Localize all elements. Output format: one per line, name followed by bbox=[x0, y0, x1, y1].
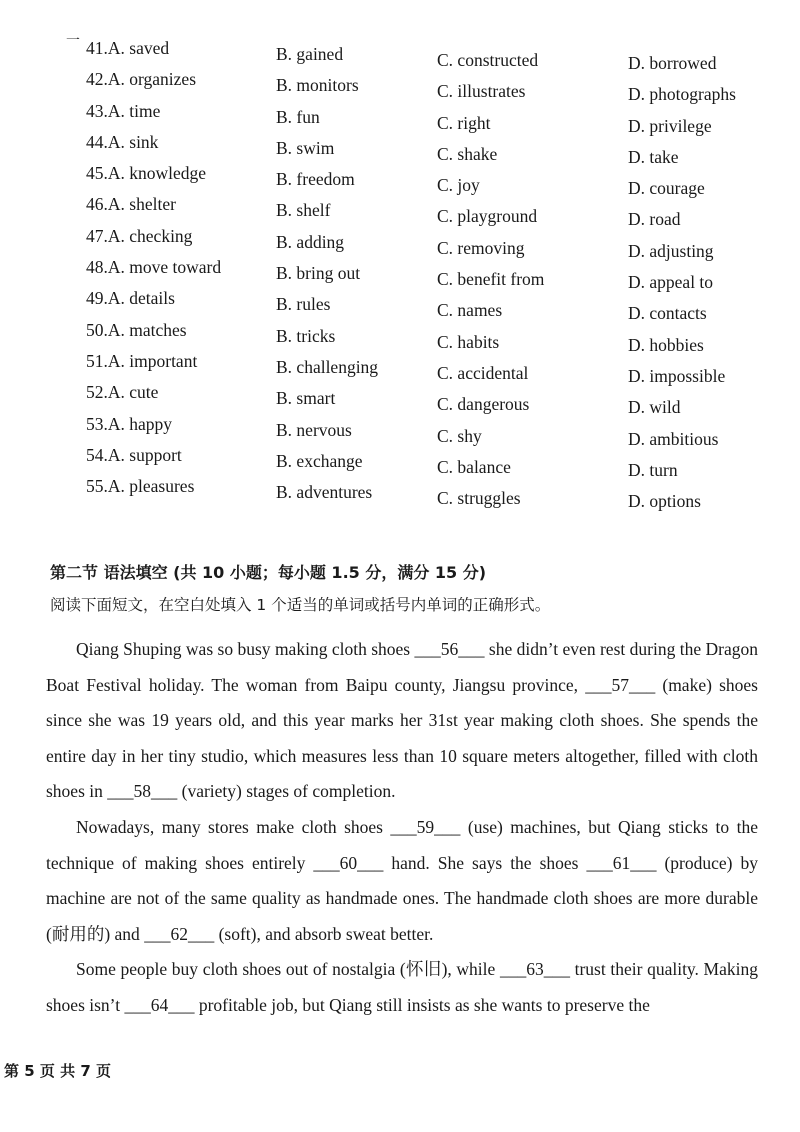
question-number: 48. bbox=[86, 257, 108, 278]
option-a bbox=[86, 257, 221, 278]
option-c: C. shy bbox=[437, 425, 482, 446]
option-d: D. hobbies bbox=[628, 334, 704, 355]
option-row bbox=[0, 350, 800, 386]
option-c: C. illustrates bbox=[437, 81, 526, 102]
option-text: A. sink bbox=[107, 131, 159, 152]
option-a bbox=[86, 382, 158, 403]
option-d: D. options bbox=[628, 491, 701, 512]
passage-text: (make) shoes since she was 19 years old, and this year marks her 31st year making cloth shoes. She spends the entire day in her tiny studio, which measures less than 10 square meters altogether, filled with cloth shoes in bbox=[46, 674, 758, 802]
option-text: A. details bbox=[107, 288, 175, 309]
passage-text: hand. She says the shoes bbox=[383, 852, 587, 873]
option-text: A. pleasures bbox=[107, 476, 195, 497]
section-instruction: 阅读下面短文，在空白处填入 1 个适当的单词或括号内单词的正确形式。 bbox=[50, 596, 551, 614]
option-row bbox=[0, 444, 800, 480]
option-a bbox=[86, 132, 158, 153]
option-row bbox=[0, 163, 800, 199]
question-number: 43. bbox=[86, 100, 108, 121]
passage-paragraph-1 bbox=[46, 632, 758, 810]
option-row bbox=[0, 100, 800, 136]
option-c: C. balance bbox=[437, 456, 511, 477]
option-c: C. constructed bbox=[437, 50, 539, 70]
blank-64: ___64___ bbox=[124, 994, 195, 1015]
option-text: A. cute bbox=[107, 382, 159, 403]
passage-text: (variety) stages of completion. bbox=[177, 781, 396, 802]
question-number: 42. bbox=[86, 69, 108, 90]
option-b: B. adding bbox=[276, 231, 345, 252]
option-d: D. turn bbox=[628, 459, 678, 480]
option-b: B. adventures bbox=[276, 482, 373, 503]
option-b: B. smart bbox=[276, 388, 336, 409]
option-text: A. shelter bbox=[107, 194, 176, 215]
option-d: D. courage bbox=[628, 178, 705, 199]
section-title: 第二节 语法填空 (共 10 小题；每小题 1.5 分，满分 15 分) bbox=[50, 563, 487, 582]
option-b: B. freedom bbox=[276, 169, 355, 190]
option-c: C. dangerous bbox=[437, 394, 530, 415]
blank-56: ___56___ bbox=[414, 639, 485, 659]
option-d: D. impossible bbox=[628, 365, 726, 386]
question-number: 53. bbox=[86, 413, 108, 434]
blank-59: ___59___ bbox=[390, 816, 461, 837]
option-text: A. time bbox=[107, 100, 161, 121]
option-b: B. tricks bbox=[276, 325, 336, 346]
option-text: A. organizes bbox=[107, 69, 196, 90]
passage bbox=[46, 632, 758, 1024]
blank-57: ___57___ bbox=[585, 674, 656, 695]
option-a bbox=[86, 69, 196, 90]
option-a bbox=[86, 476, 194, 497]
option-table bbox=[0, 38, 800, 512]
option-a bbox=[86, 414, 172, 435]
option-d: D. photographs bbox=[628, 84, 736, 105]
option-text: A. saved bbox=[107, 38, 170, 58]
option-c: C. habits bbox=[437, 331, 500, 352]
blank-63: ___63___ bbox=[499, 959, 570, 980]
option-d: D. adjusting bbox=[628, 240, 714, 261]
option-a bbox=[86, 163, 206, 184]
option-a bbox=[86, 226, 192, 247]
passage-text: (soft), and absorb sweat better. bbox=[214, 923, 434, 944]
option-b: B. rules bbox=[276, 294, 331, 315]
option-d: D. ambitious bbox=[628, 428, 719, 449]
option-row bbox=[0, 225, 800, 261]
option-b: B. swim bbox=[276, 137, 335, 158]
option-c: C. removing bbox=[437, 237, 525, 258]
passage-text: profitable job, but Qiang still insists as she wants to preserve the bbox=[194, 994, 650, 1015]
option-a bbox=[86, 194, 176, 215]
option-text: A. happy bbox=[107, 413, 173, 434]
option-c: C. benefit from bbox=[437, 269, 545, 290]
question-number: 54. bbox=[86, 444, 108, 465]
question-number: 46. bbox=[86, 194, 108, 215]
question-number: 45. bbox=[86, 163, 108, 184]
question-number: 47. bbox=[86, 225, 108, 246]
option-c: C. names bbox=[437, 300, 503, 321]
option-d: D. appeal to bbox=[628, 272, 714, 293]
option-b: B. bring out bbox=[276, 263, 361, 284]
question-number: 49. bbox=[86, 288, 108, 309]
question-number: 51. bbox=[86, 350, 108, 371]
option-text: A. move toward bbox=[107, 257, 222, 278]
option-c: C. shake bbox=[437, 143, 498, 164]
option-a bbox=[86, 445, 182, 466]
option-row bbox=[0, 319, 800, 355]
blank-60: ___60___ bbox=[313, 852, 384, 873]
option-d: D. take bbox=[628, 146, 679, 167]
option-a bbox=[86, 38, 169, 59]
option-b: B. challenging bbox=[276, 356, 379, 377]
option-d: D. contacts bbox=[628, 303, 707, 324]
option-row bbox=[0, 382, 800, 418]
page-footer: 第 5 页 共 7 页 bbox=[4, 1062, 111, 1080]
option-c: C. struggles bbox=[437, 488, 521, 509]
option-d: D. borrowed bbox=[628, 53, 717, 73]
option-text: A. matches bbox=[107, 319, 187, 340]
option-b: B. fun bbox=[276, 106, 320, 127]
option-text: A. support bbox=[107, 444, 182, 465]
option-b: B. exchange bbox=[276, 450, 363, 471]
option-row bbox=[0, 257, 800, 293]
question-number: 55. bbox=[86, 476, 108, 497]
option-row bbox=[0, 131, 800, 167]
option-d: D. privilege bbox=[628, 115, 712, 136]
question-number: 44. bbox=[86, 131, 108, 152]
passage-text: trust their quality. Making shoes isn’t bbox=[46, 959, 759, 1015]
option-d: D. road bbox=[628, 209, 681, 230]
option-b: B. shelf bbox=[276, 200, 331, 221]
option-a bbox=[86, 320, 187, 341]
option-text: A. checking bbox=[107, 225, 193, 246]
option-a bbox=[86, 101, 160, 122]
option-row bbox=[0, 38, 800, 73]
blank-61: ___61___ bbox=[586, 852, 657, 873]
question-number: 41. bbox=[86, 38, 108, 58]
option-row bbox=[0, 288, 800, 324]
passage-text: Some people buy cloth shoes out of nostalgia (怀旧), while bbox=[76, 959, 500, 980]
question-number: 52. bbox=[86, 382, 108, 403]
option-text: A. important bbox=[107, 350, 198, 371]
option-row bbox=[0, 194, 800, 230]
option-c: C. accidental bbox=[437, 362, 529, 383]
option-b: B. nervous bbox=[276, 419, 352, 440]
question-number: 50. bbox=[86, 319, 108, 340]
option-c: C. joy bbox=[437, 175, 480, 196]
option-c: C. playground bbox=[437, 206, 538, 227]
blank-58: ___58___ bbox=[107, 781, 178, 802]
option-row bbox=[0, 413, 800, 449]
option-row bbox=[0, 69, 800, 105]
passage-paragraph-2 bbox=[46, 810, 758, 952]
passage-text: Nowadays, many stores make cloth shoes bbox=[76, 816, 391, 837]
option-b: B. gained bbox=[276, 44, 344, 64]
blank-62: ___62___ bbox=[144, 923, 215, 944]
passage-text: she didn’t even rest during the Dragon Boat Festival holiday. The woman from Baipu county, Jiangsu province, bbox=[46, 639, 758, 695]
option-text: A. knowledge bbox=[107, 163, 207, 184]
passage-text: (use) machines, but Qiang sticks to the technique of making shoes entirely bbox=[46, 816, 758, 873]
option-c: C. right bbox=[437, 112, 491, 133]
option-a bbox=[86, 351, 197, 372]
option-a bbox=[86, 288, 175, 309]
passage-paragraph-3 bbox=[46, 952, 758, 1023]
corner-mark: 一 bbox=[66, 34, 80, 49]
passage-text: Qiang Shuping was so busy making cloth shoes bbox=[76, 639, 415, 659]
option-d: D. wild bbox=[628, 397, 681, 418]
option-b: B. monitors bbox=[276, 75, 359, 96]
passage-text: (produce) by machine are not of the same quality as handmade ones. The handmade cloth shoes are more durable (耐用的) and bbox=[46, 852, 758, 944]
option-row bbox=[0, 476, 800, 512]
